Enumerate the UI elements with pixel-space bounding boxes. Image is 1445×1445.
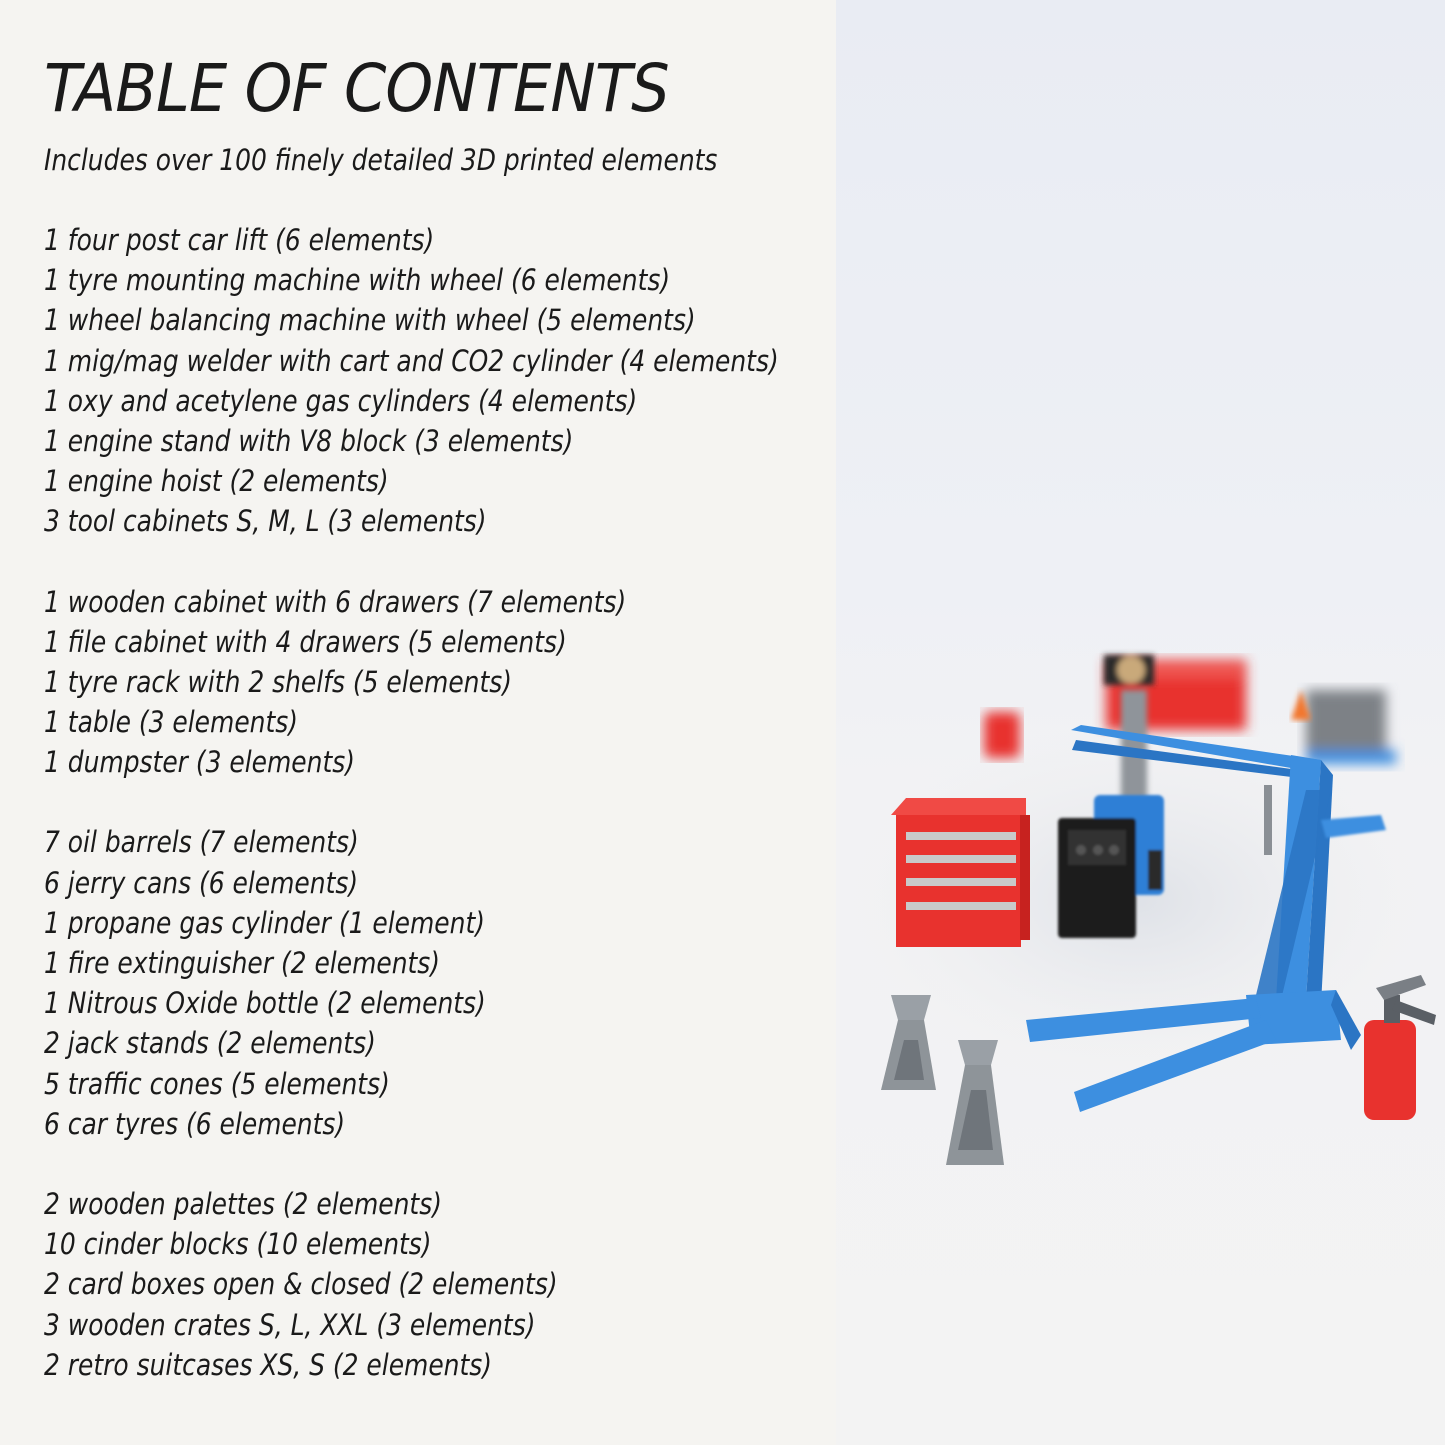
toc-item: 1 engine stand with V8 block (3 elements) [44,423,574,458]
toc-item: 1 oxy and acetylene gas cylinders (4 elements) [44,383,638,418]
page-title: TABLE OF CONTENTS [44,50,669,127]
toc-item: 1 tyre rack with 2 shelfs (5 elements) [44,664,512,699]
toc-item: 3 tool cabinets S, M, L (3 elements) [44,504,487,539]
toc-group [44,1184,836,1385]
toc-item: 1 Nitrous Oxide bottle (2 elements) [44,986,486,1021]
toc-item: 6 jerry cans (6 elements) [44,865,359,900]
toc-item: 1 wheel balancing machine with wheel (5 elements) [44,303,696,338]
toc-item: 2 card boxes open & closed (2 elements) [44,1267,558,1302]
toc-item: 1 propane gas cylinder (1 element) [44,905,485,940]
blurred-engine-stand [1306,690,1396,764]
toc-item: 1 table (3 elements) [44,705,298,740]
toc-item: 1 dumpster (3 elements) [44,745,355,780]
toc-item: 6 car tyres (6 elements) [44,1106,346,1141]
toc-item: 2 jack stands (2 elements) [44,1026,376,1061]
toc-item: 1 tyre mounting machine with wheel (6 elements) [44,263,671,298]
toc-list [44,220,836,1385]
toc-item: 3 wooden crates S, L, XXL (3 elements) [44,1307,536,1342]
toc-item: 5 traffic cones (5 elements) [44,1066,390,1101]
red-tool-cabinet [891,798,1030,947]
toc-item: 2 wooden palettes (2 elements) [44,1186,442,1221]
toc-group [44,220,836,542]
toc-item: 1 fire extinguisher (2 elements) [44,946,441,980]
toc-item: 1 wooden cabinet with 6 drawers (7 elements) [44,584,627,619]
toc-item: 2 retro suitcases XS, S (2 elements) [44,1347,493,1382]
toc-item: 1 engine hoist (2 elements) [44,464,389,499]
toc-group [44,822,836,1144]
blurred-jerry-can [984,712,1020,758]
toc-item: 10 cinder blocks (10 elements) [44,1227,432,1262]
subtitle: Includes over 100 finely detailed 3D printed elements [44,143,718,177]
garage-diorama-photo [836,0,1445,1445]
product-photo-panel [836,0,1445,1445]
toc-item: 7 oil barrels (7 elements) [44,825,359,860]
toc-group [44,582,836,783]
toc-item: 1 mig/mag welder with cart and CO2 cylinder (4 elements) [44,343,779,378]
toc-item: 1 four post car lift (6 elements) [44,223,435,257]
toc-item: 1 file cabinet with 4 drawers (5 elements) [44,624,567,659]
